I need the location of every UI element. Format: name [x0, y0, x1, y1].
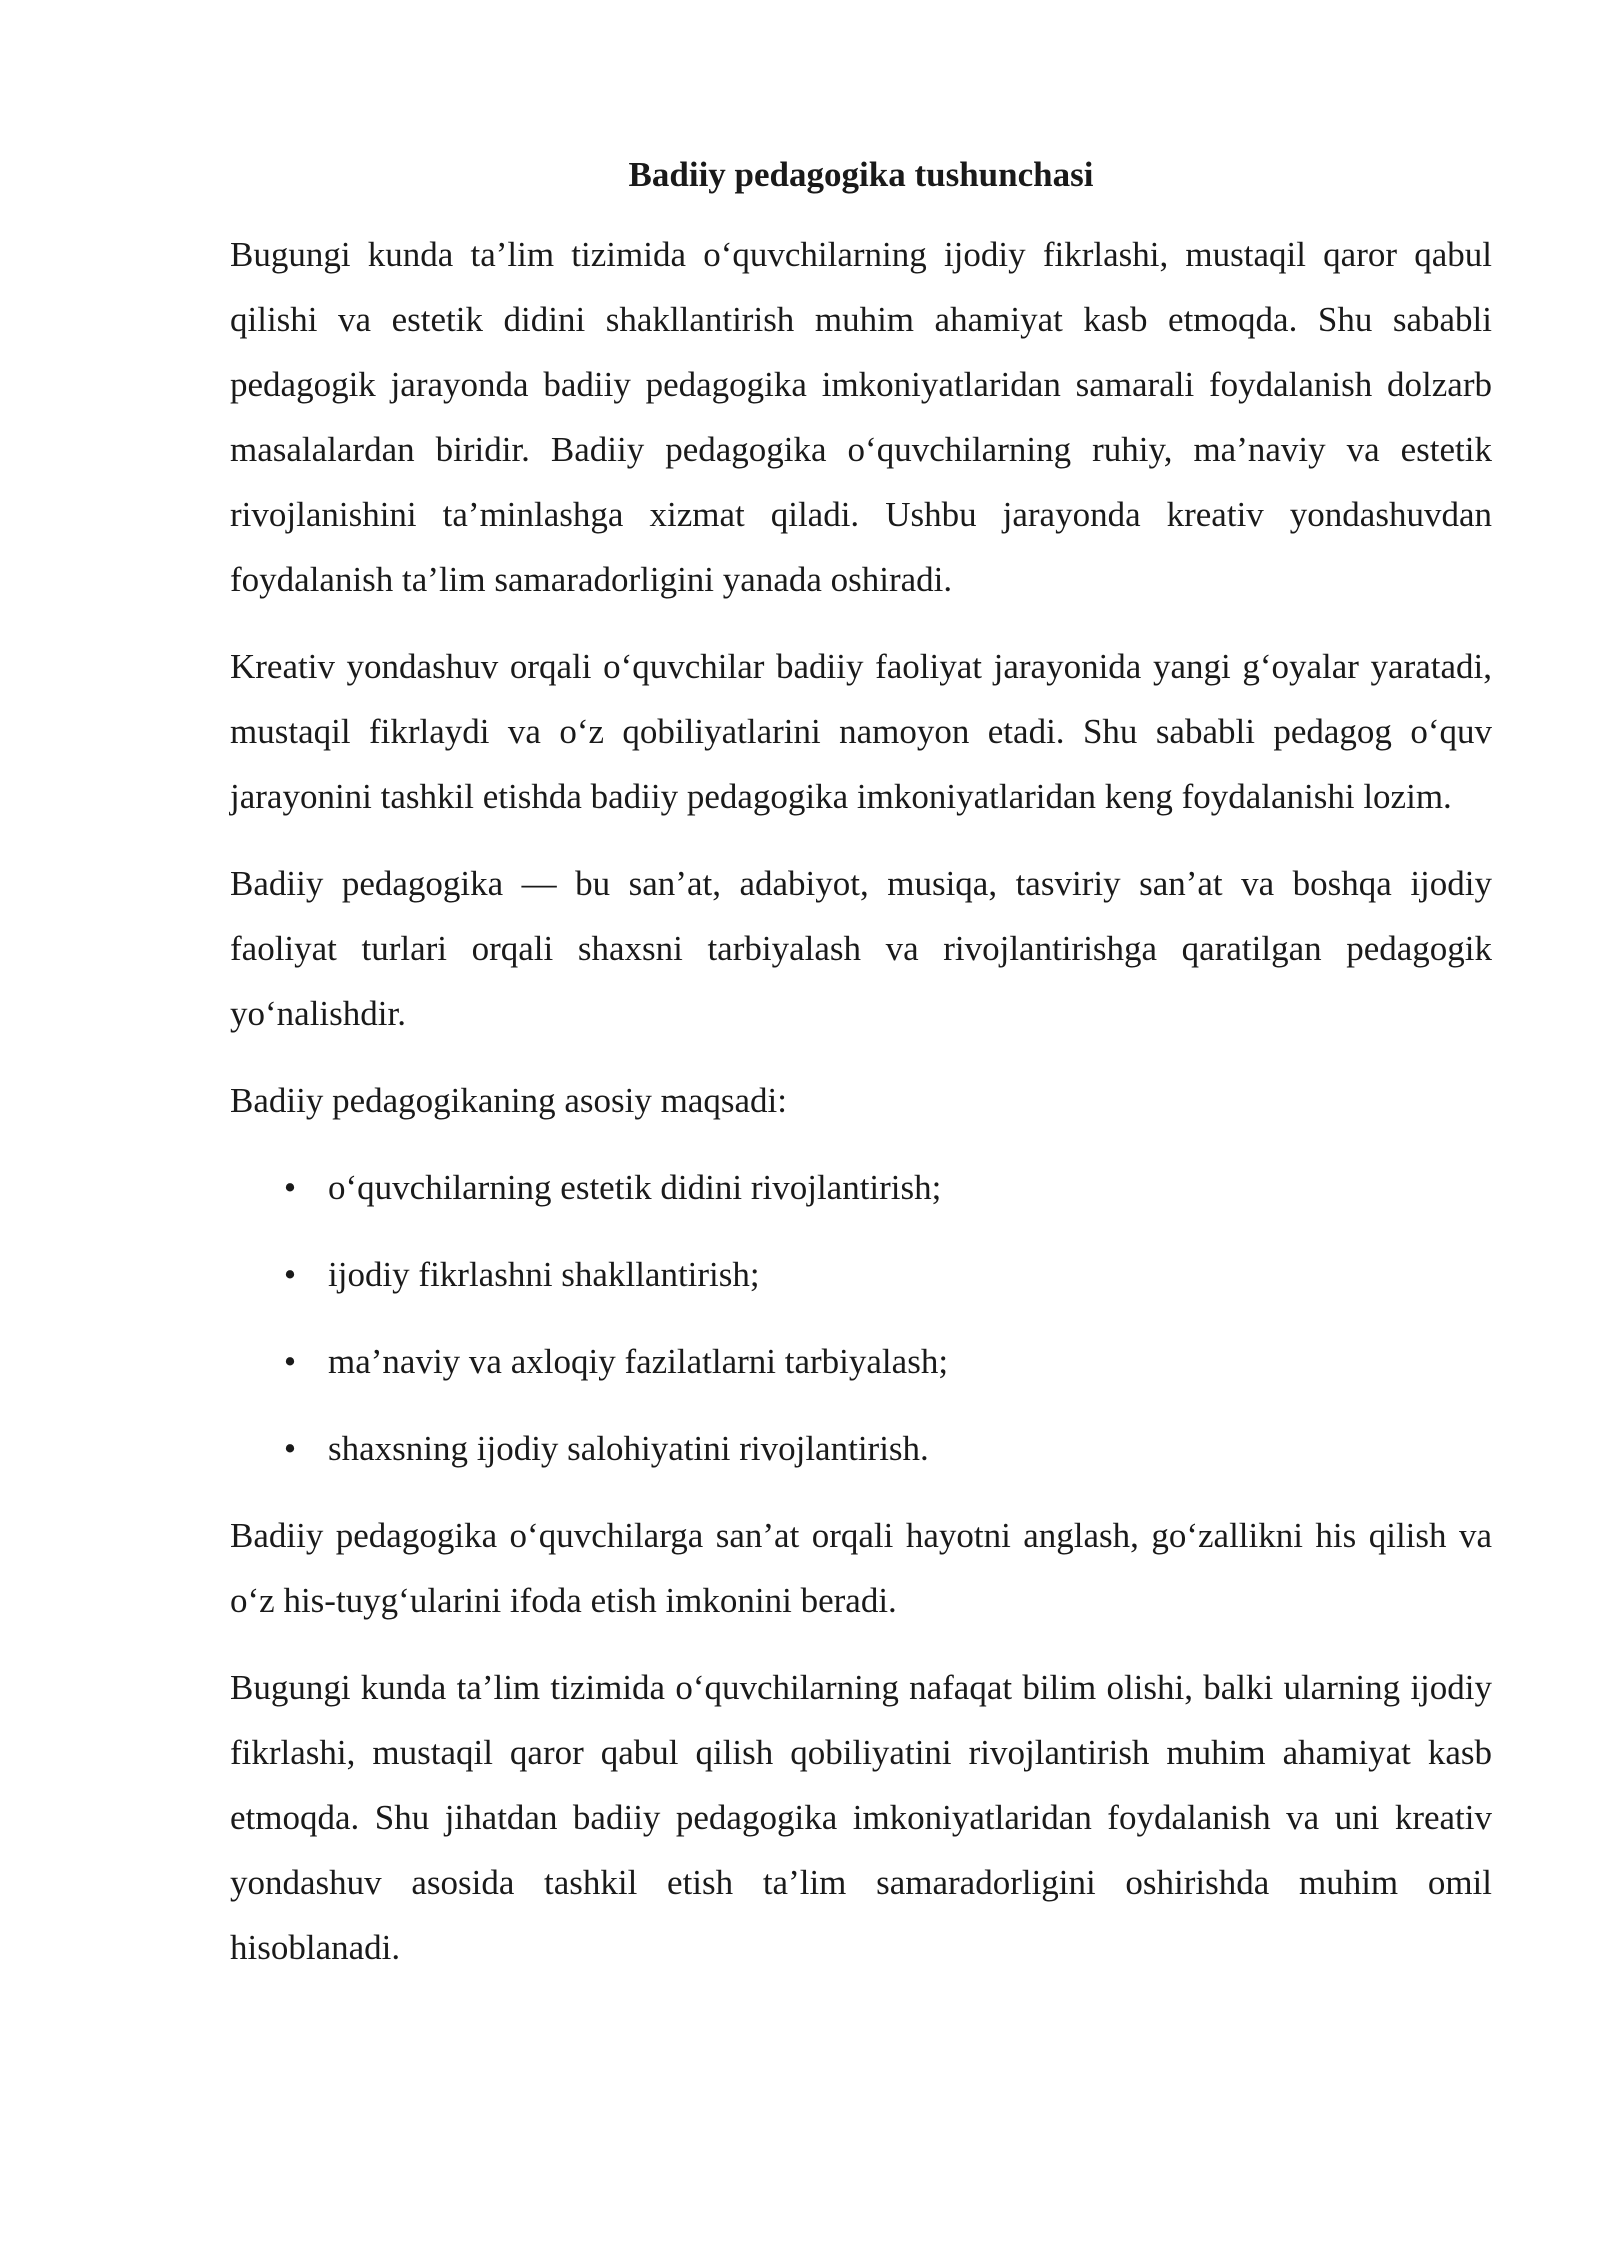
bullet-icon: • — [283, 1429, 297, 1468]
list-item — [230, 1416, 1492, 1481]
document-title: Badiiy pedagogika tushunchasi — [628, 155, 1094, 194]
list-item-text: ijodiy fikrlashni shakllantirish; — [328, 1255, 760, 1294]
paragraph-art-benefits: Badiiy pedagogika o‘quvchilarga san’at orqali hayotni anglash, go‘zallikni his qilish va o‘z his-tuyg‘ularini ifoda etish imkonini beradi. — [230, 1516, 1492, 1620]
document-body — [230, 150, 1492, 1980]
paragraph-intro: Bugungi kunda ta’lim tizimida o‘quvchilarning ijodiy fikrlashi, mustaqil qaror qabul qilishi va estetik didini shakllantirish muhim ahamiyat kasb etmoqda. Shu sababli pedagogik jarayonda badiiy pedagogika imkoniyatlaridan samarali foydalanish dolzarb masalalardan biridir. Badiiy pedagogika o‘quvchilarning ruhiy, ma’naviy va estetik rivojlanishini ta’minlashga xizmat qiladi. Ushbu jarayonda kreativ yondashuvdan foydalanish ta’lim samaradorligini yanada oshiradi. — [230, 235, 1492, 599]
list-item — [230, 1329, 1492, 1394]
list-item — [230, 1155, 1492, 1220]
paragraph-conclusion: Bugungi kunda ta’lim tizimida o‘quvchilarning nafaqat bilim olishi, balki ularning ijodiy fikrlashi, mustaqil qaror qabul qilish qobiliyatini rivojlantirish muhim ahamiyat kasb etmoqda. Shu jihatdan badiiy pedagogika imkoniyatlaridan foydalanish va uni kreativ yondashuv asosida tashkil etish ta’lim samaradorligini oshirishda muhim omil hisoblanadi. — [230, 1668, 1492, 1967]
list-item-text: o‘quvchilarning estetik didini rivojlantirish; — [328, 1168, 942, 1207]
bullet-icon: • — [283, 1168, 297, 1207]
paragraph-creative-approach: Kreativ yondashuv orqali o‘quvchilar badiiy faoliyat jarayonida yangi g‘oyalar yaratadi, mustaqil fikrlaydi va o‘z qobiliyatlarini namoyon etadi. Shu sababli pedagog o‘quv jarayonini tashkil etishda badiiy pedagogika imkoniyatlaridan keng foydalanishi lozim. — [230, 647, 1492, 816]
bullet-icon: • — [283, 1255, 297, 1294]
list-item-text: ma’naviy va axloqiy fazilatlarni tarbiyalash; — [328, 1342, 949, 1381]
paragraph-definition: Badiiy pedagogika — bu san’at, adabiyot, musiqa, tasviriy san’at va boshqa ijodiy faoliyat turlari orqali shaxsni tarbiyalash va rivojlantirishga qaratilgan pedagogik yo‘nalishdir. — [230, 864, 1492, 1033]
paragraph-goals-heading: Badiiy pedagogikaning asosiy maqsadi: — [230, 1081, 787, 1120]
list-item-text: shaxsning ijodiy salohiyatini rivojlantirish. — [328, 1429, 929, 1468]
goals-list — [230, 1155, 1492, 1481]
list-item — [230, 1242, 1492, 1307]
bullet-icon: • — [283, 1342, 297, 1381]
